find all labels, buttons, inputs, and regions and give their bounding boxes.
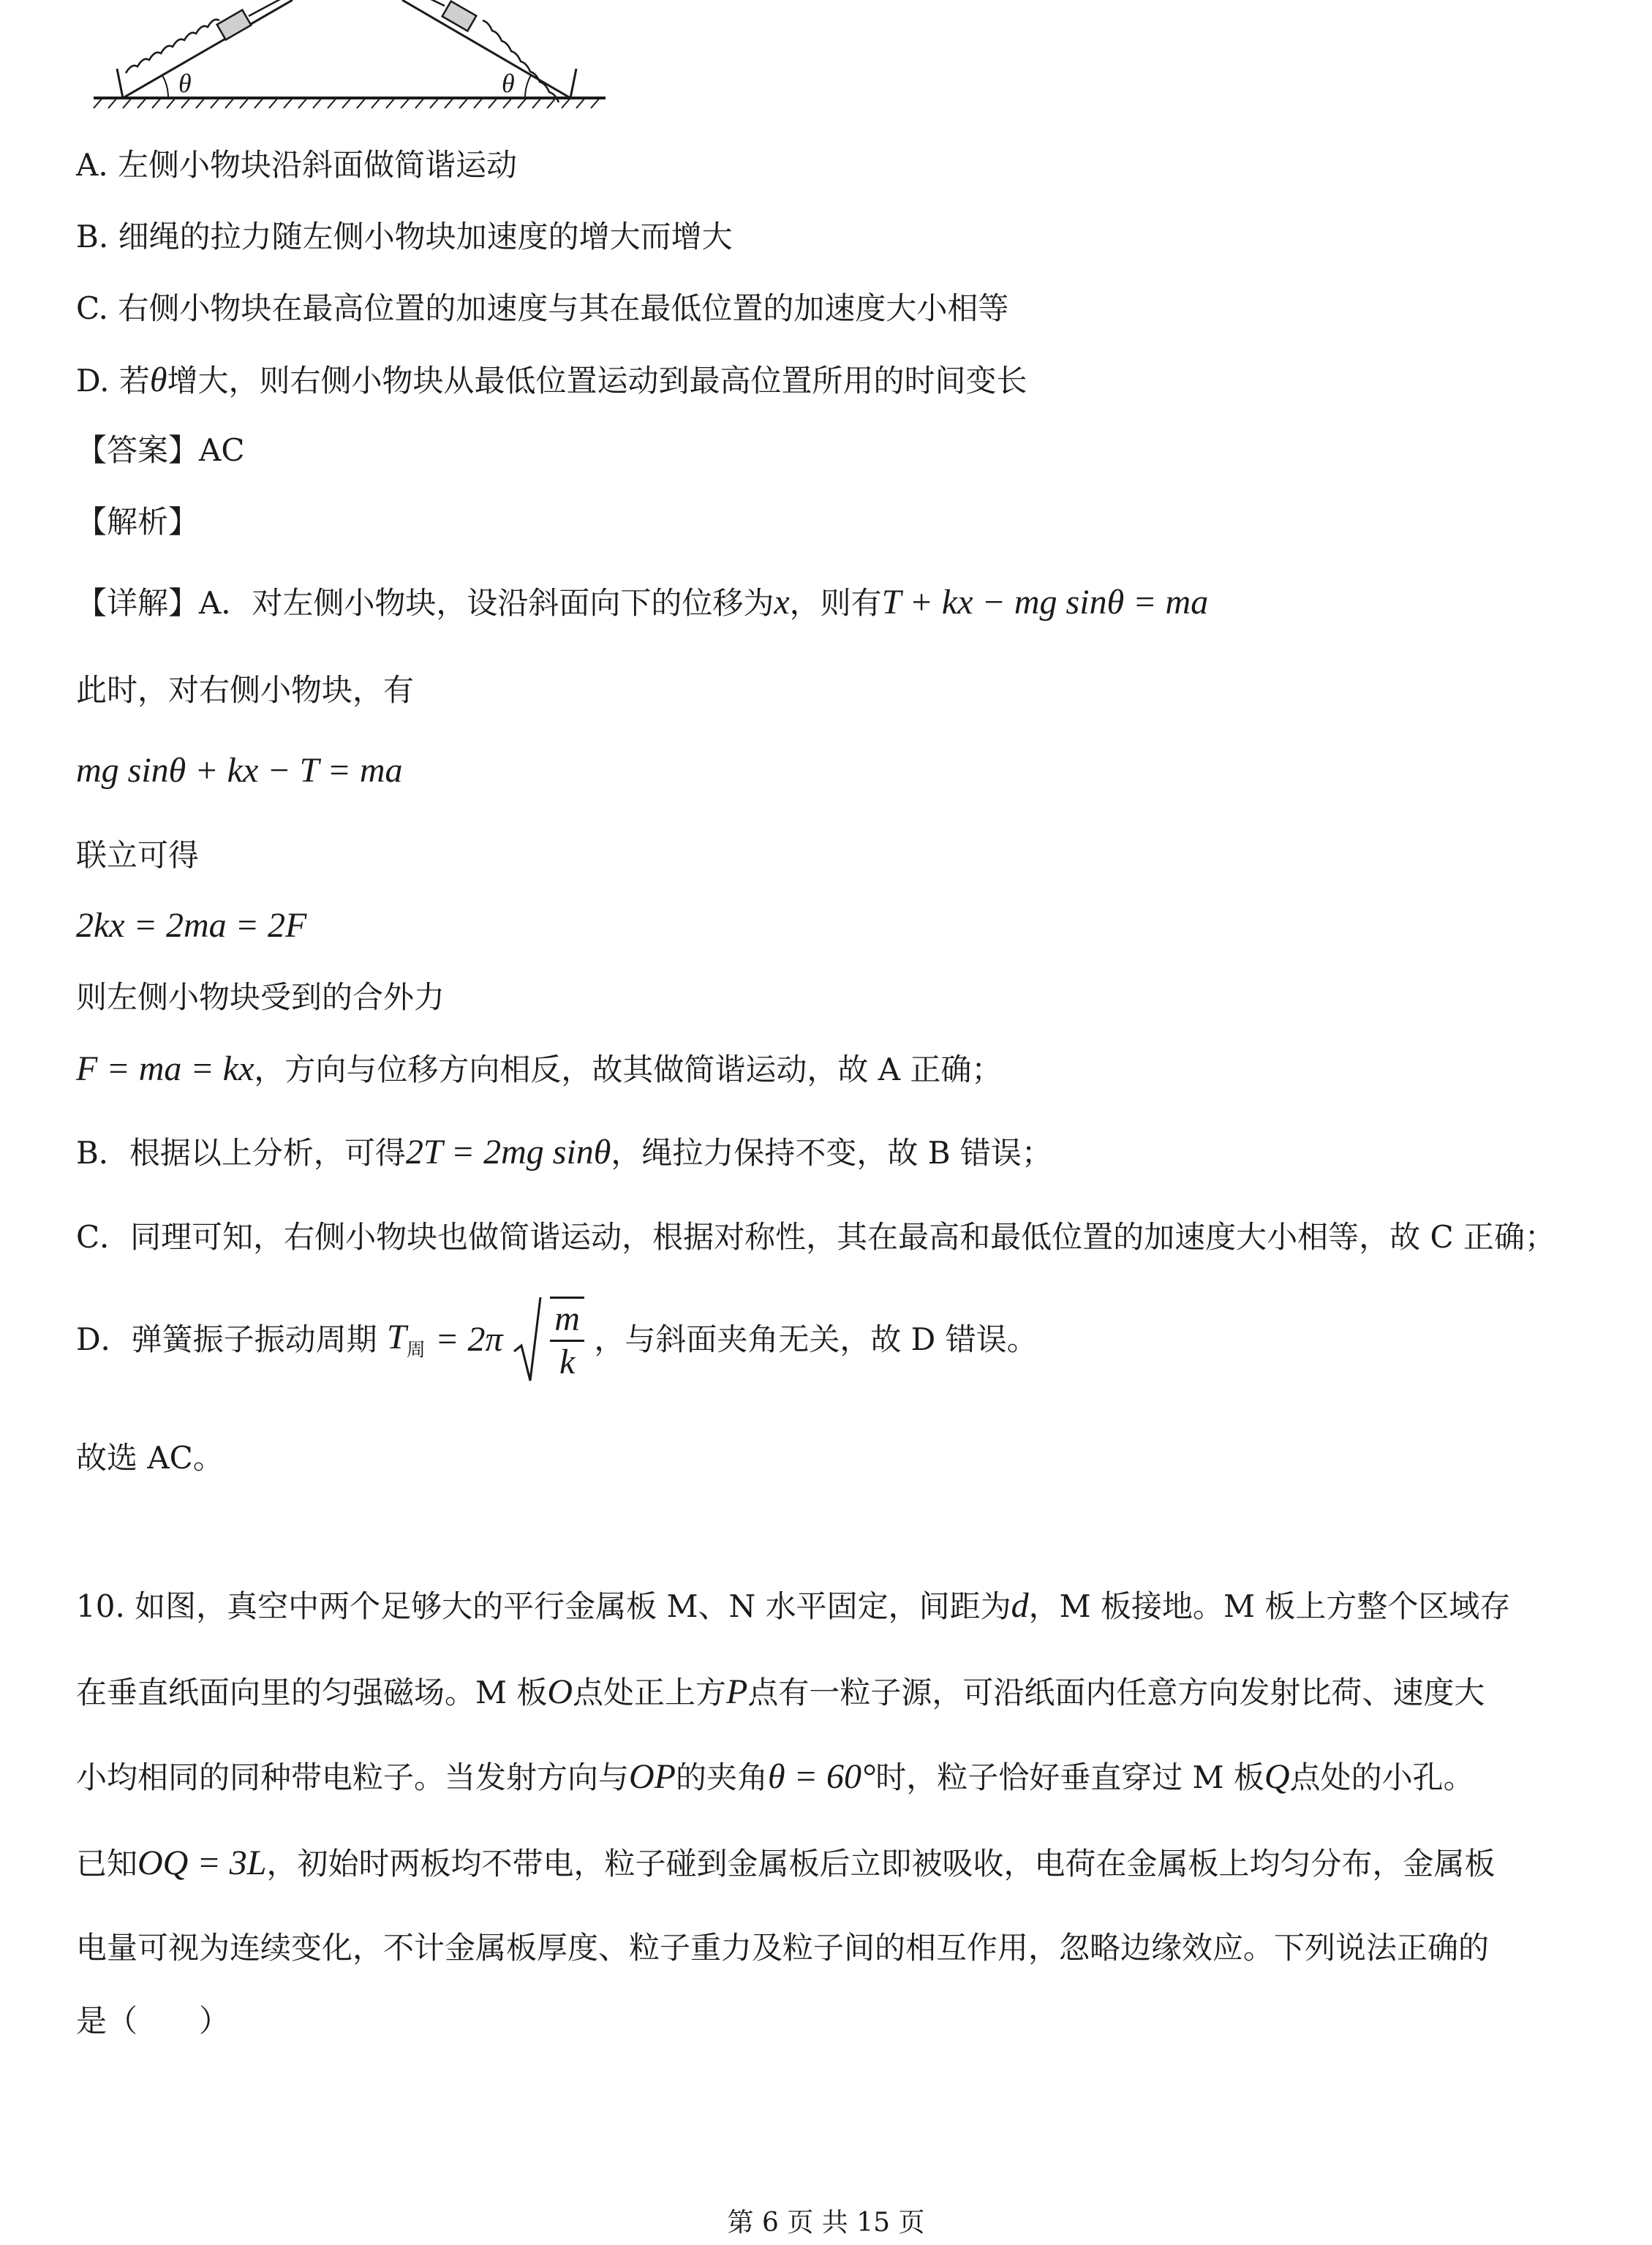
q10-l4a: 已知: [76, 1846, 138, 1882]
equation-2: mg sinθ + kx − T = ma: [76, 751, 403, 790]
equation-5: 2T = 2mg sinθ: [405, 1133, 611, 1171]
d-prefix: D．弹簧振子振动周期: [76, 1321, 377, 1357]
d-numerator: m: [550, 1299, 584, 1342]
q10-line-1: [76, 1585, 1510, 1627]
d-period-symbol: [387, 1317, 426, 1362]
d-line: [76, 1294, 1038, 1385]
q10-OQ-eq: OQ = 3L: [137, 1844, 267, 1882]
d-fraction: [550, 1297, 584, 1383]
equation-1: T + kx − mg sinθ = ma: [881, 583, 1209, 622]
q10-l3d: 点处的小孔。: [1289, 1759, 1474, 1795]
q10-line-3: [76, 1757, 1474, 1798]
a-conclusion-line: [76, 1049, 1002, 1090]
option-d-theta: θ: [149, 361, 167, 399]
d-T: T: [387, 1317, 407, 1357]
b-line: [76, 1132, 1052, 1174]
q10-P: P: [726, 1672, 748, 1711]
b-prefix: B．根据以上分析，可得: [76, 1135, 406, 1171]
d-suffix: ，与斜面夹角无关，故 D 错误。: [594, 1321, 1038, 1357]
option-d: [76, 360, 1027, 401]
d-T-subscript: 周: [406, 1339, 426, 1362]
q10-l4b: ，初始时两板均不带电，粒子碰到金属板后立即被吸收，电荷在金属板上均匀分布，金属板: [266, 1846, 1496, 1882]
angle-label-left: θ: [178, 69, 192, 98]
page-footer: 第 6 页 共 15 页: [727, 2208, 925, 2238]
option-a: A. 左侧小物块沿斜面做简谐运动: [76, 147, 518, 183]
q10-line-2: [76, 1672, 1485, 1713]
combine-line: 联立可得: [76, 837, 200, 873]
q10-l3b: 的夹角: [676, 1759, 769, 1795]
option-c: C. 右侧小物块在最高位置的加速度与其在最低位置的加速度大小相等: [76, 290, 1009, 326]
d-denominator: k: [559, 1343, 576, 1381]
q10-l3a: 小均相同的同种带电粒子。当发射方向与: [76, 1759, 630, 1795]
q10-O: O: [547, 1672, 573, 1711]
sqrt-sign-icon: [513, 1294, 542, 1385]
final-line: 故选 AC。: [76, 1440, 224, 1476]
q10-l2b: 点处正上方: [573, 1675, 727, 1710]
detail-x: x: [774, 583, 790, 622]
incline-spring-figure: [88, 0, 614, 110]
c-line: C．同理可知，右侧小物块也做简谐运动，根据对称性，其在最高和最低位置的加速度大小相等，故 C 正确；: [76, 1219, 1555, 1255]
net-force-line: 则左侧小物块受到的合外力: [76, 979, 445, 1015]
option-d-suffix: 增大，则右侧小物块从最低位置运动到最高位置所用的时间变长: [167, 363, 1027, 399]
a-conclusion: ，方向与位移方向相反，故其做简谐运动，故 A 正确；: [254, 1052, 1003, 1087]
equation-3: 2kx = 2ma = 2F: [76, 906, 307, 945]
detail-line-a: [76, 582, 1208, 624]
detail-mid: ，则有: [789, 585, 882, 621]
analysis-label: 【解析】: [76, 504, 200, 540]
q10-line-6: 是（ ）: [76, 2003, 230, 2039]
q10-l3c: 时，粒子恰好垂直穿过 M 板: [875, 1759, 1264, 1795]
q10-theta-eq: θ = 60°: [768, 1757, 876, 1796]
right-block-line: 此时，对右侧小物块，有: [76, 672, 415, 708]
q10-l1b: ，M 板接地。M 板上方整个区域存: [1028, 1588, 1511, 1624]
equation-4: F = ma = kx: [76, 1049, 254, 1088]
b-suffix: ，绳拉力保持不变，故 B 错误；: [611, 1135, 1052, 1171]
answer-label: 【答案】AC: [76, 432, 245, 468]
detail-prefix: 【详解】A．对左侧小物块，设沿斜面向下的位移为: [76, 585, 774, 621]
option-b: B. 细绳的拉力随左侧小物块加速度的增大而增大: [76, 219, 733, 254]
q10-OP: OP: [629, 1757, 676, 1796]
q10-line-4: [76, 1843, 1495, 1884]
option-d-prefix: D. 若: [76, 363, 150, 399]
q10-line-5: 电量可视为连续变化，不计金属板厚度、粒子重力及粒子间的相互作用，忽略边缘效应。下列说法正确的: [76, 1930, 1490, 1966]
d-equals-2pi: = 2π: [435, 1320, 503, 1359]
q10-d: d: [1011, 1586, 1029, 1625]
q10-Q: Q: [1264, 1757, 1290, 1796]
angle-label-right: θ: [502, 69, 515, 98]
q10-l1a: 10. 如图，真空中两个足够大的平行金属板 M、N 水平固定，间距为: [76, 1588, 1011, 1624]
q10-l2a: 在垂直纸面向里的匀强磁场。M 板: [76, 1675, 548, 1710]
q10-l2c: 点有一粒子源，可沿纸面内任意方向发射比荷、速度大: [747, 1675, 1485, 1710]
